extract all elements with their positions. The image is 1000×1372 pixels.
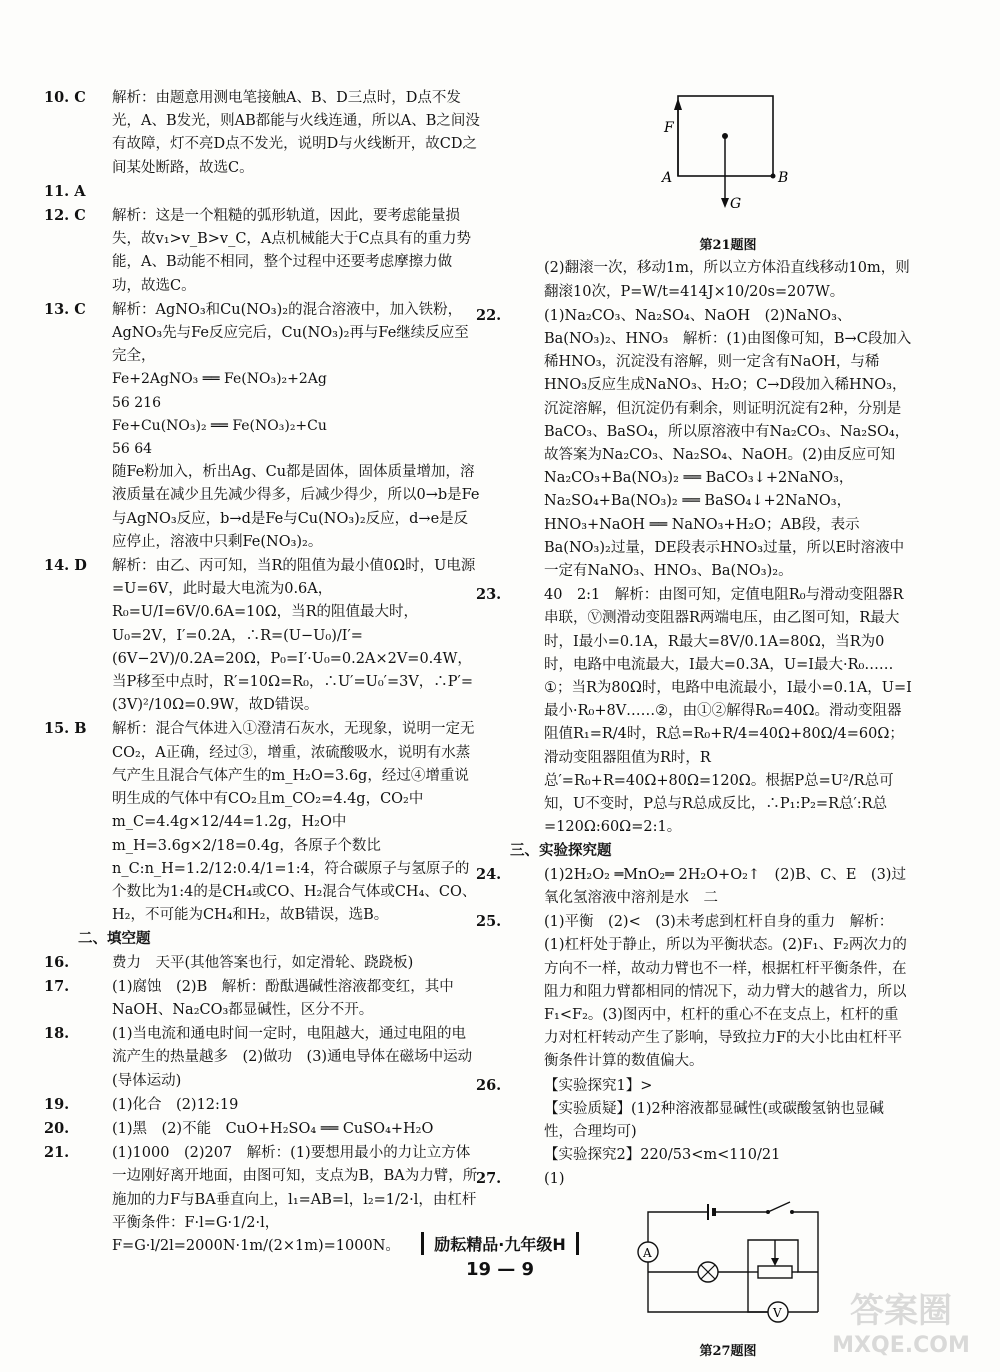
answer-item (476, 1167, 912, 1191)
label-b: B (778, 170, 789, 186)
page-number: 19 — 9 (465, 1259, 535, 1280)
answer-text: 解析：这是一个粗糙的弧形轨道，因此，要考虑能量损失，故v₁>v_B>v_C，A点机械能大于C点具有的重力势能，A、B动能不相同，整个过程中还要考虑摩擦力做功，故选C。 (112, 208, 472, 294)
switch-icon (768, 1202, 790, 1212)
answer-number: 10. C (44, 89, 86, 106)
answer-number: 13. C (44, 300, 86, 318)
answer-continuation: 【实验探究2】220/53<m<110/21 (544, 1147, 781, 1164)
equation-line: 56 64 (112, 441, 153, 458)
answer-number: 12. C (44, 207, 86, 225)
answer-text: (1)当电流和通电时间一定时，电阻越大，通过电阻的电流产生的热量越多 (2)做功 (3)通电导体在磁场中运动(导体运动) (112, 1026, 473, 1089)
ammeter-label: A (643, 1245, 652, 1260)
answer-text: 解析：混合气体进入①澄清石灰水，无现象，说明一定无CO₂，A正确，经过③，增重，浓硫酸吸水，说明有水蒸气产生且混合气体产生的m_H₂O=3.6g，经过④增重说明生成的气体中有CO₂且m_CO₂=4.4g，CO₂中m_C=4.4g×12/44=1.2g，H₂O中m_H=3.6g×2/18=0.4g，各原子个数比n_C:n_H=1.2/12:0.4/1=1:4，符合碳原子与氢原子的个数比为1:4的是CH₄或CO、H₂混合气体或CH₄、CO、H₂，不可能为CH₄和H₂，故B错误，选B。 (112, 721, 477, 924)
brand-label: 励耘精品·九年级H (421, 1232, 578, 1255)
equation-line: 56 216 (112, 394, 161, 411)
answer-item (44, 1117, 480, 1141)
answer-number: 19. (44, 1095, 70, 1113)
answer-text: (1)腐蚀 (2)B 解析：酚酞遇碱性溶液都变红，其中NaOH、Na₂CO₃都显碱性，区分不开。 (112, 978, 454, 1018)
answer-number: 17. (44, 977, 70, 995)
answer-item (476, 910, 912, 1073)
answer-text: (1)2H₂O₂ ═MnO₂═ 2H₂O+O₂↑ (2)B、C、E (3)过氧化氢溶液中溶剂是水 二 (544, 866, 906, 906)
answer-number: 20. (44, 1119, 70, 1137)
answer-number: 11. A (44, 182, 86, 200)
answer-item (476, 863, 912, 910)
answer-text: 【实验探究1】> (544, 1077, 653, 1094)
answer-number: 22. (476, 306, 502, 324)
answer-number: 27. (476, 1170, 502, 1188)
answer-number: 18. (44, 1025, 70, 1043)
answer-continuation: 随Fe粉加入，析出Ag、Cu都是固体，固体质量增加，溶液质量在减少且先减少得多，后减少得少，所以0→b是Fe与AgNO₃反应，b→d是Fe与Cu(NO₃)₂反应，d→e是反应停止，溶液中只剩Fe(NO₃)₂。 (112, 464, 480, 550)
answer-number: 14. D (44, 557, 87, 575)
force-arrowhead (674, 98, 682, 110)
answer-item (44, 554, 480, 717)
section-heading: 三、实验探究题 (510, 842, 612, 860)
answer-item (44, 86, 480, 180)
answer-text: 费力 天平(其他答案也行，如定滑轮、跷跷板) (112, 954, 414, 971)
label-g: G (730, 196, 742, 212)
answer-text: (1)Na₂CO₃、Na₂SO₄、NaOH (2)NaNO₃、Ba(NO₃)₂、HNO₃ 解析：(1)由图像可知，B→C段加入稀HNO₃，沉淀没有溶解，则一定含有NaOH，与稀HNO₃反应生成NaNO₃、H₂O；C→D段加入稀HNO₃，沉淀溶解，但沉淀仍有剩余，则证明沉淀有2种，分别是BaCO₃、BaSO₄，所以原溶液中有Na₂CO₃、Na₂SO₄，故答案为Na₂CO₃、Na₂SO₄、NaOH。(2)由反应可知Na₂CO₃+Ba(NO₃)₂ ══ BaCO₃↓+2NaNO₃，Na₂SO₄+Ba(NO₃)₂ ══ BaSO₄↓+2NaNO₃，HNO₃+NaOH ══ NaNO₃+H₂O；AB段，表示Ba(NO₃)₂过量，DE段表示HNO₃过量，所以E时溶液中一定有NaNO₃、HNO₃、Ba(NO₃)₂。 (544, 307, 912, 580)
answer-text: (1)化合 (2)12:19 (112, 1096, 239, 1113)
section-heading: 二、填空题 (78, 930, 151, 948)
answer-item (476, 1074, 912, 1098)
label-f: F (664, 120, 674, 136)
answer-text: 解析：由乙、丙可知，当R的阻值为最小值0Ω时，U电源=U=6V，此时最大电流为0.6A，R₀=U/I=6V/0.6A=10Ω，当R的阻值最大时，U₀=2V，I′=0.2A，∴R=(U−U₀)/I′=(6V−2V)/0.2A=20Ω，P₀=I′·U₀=0.2A×2V=0.4W，当P移至中点时，R′=10Ω=R₀，∴U′=U₀′=3V，∴P′=(3V)²/10Ω=0.9W，故D错误。 (112, 558, 476, 714)
figure-fig21 (544, 86, 912, 257)
page-footer (0, 1232, 1000, 1280)
answer-item (44, 1093, 480, 1117)
watermark-line2: MXQE.COM (832, 1333, 970, 1358)
answer-item (44, 975, 480, 1022)
watermark-line1: 答案圈 (850, 1291, 952, 1331)
answer-text: (1)平衡 (2)< (3)未考虑到杠杆自身的重力 解析：(1)杠杆处于静止，所以为平衡状态。(2)F₁、F₂两次力的方向不一样，故动力臂也不一样，根据杠杆平衡条件，在阻力和阻力臂都相同的情况下，动力臂大的越省力，所以F₁<F₂。(3)图丙中，杠杆的重心不在支点上，杠杆的重力对杠杆转动产生了影响，导致拉力F的大小比由杠杆平衡条件计算的数值偏大。 (544, 914, 907, 1070)
answer-item (44, 298, 480, 369)
answer-continuation: 【实验质疑】(1)2种溶液都显碱性(或碳酸氢钠也显碱性，合理均可) (544, 1100, 884, 1140)
answer-item (44, 1022, 480, 1093)
answer-item (44, 717, 480, 927)
answer-number: 15. B (44, 720, 87, 738)
equation-line: Fe+Cu(NO₃)₂ ══ Fe(NO₃)₂+Cu (112, 417, 327, 434)
answer-item (44, 951, 480, 975)
answer-item (476, 583, 912, 839)
answer-number: 25. (476, 913, 502, 931)
figure-caption: 第27题图 (699, 1343, 757, 1359)
answer-text: 解析：由题意用测电笔接触A、B、D三点时，D点不发光，A、B发光，则AB都能与火线连通，所以A、B之间没有故障，灯不亮D点不发光，说明D与火线断开，故CD之间某处断路，故选C。 (112, 90, 480, 176)
voltmeter-label: V (773, 1305, 782, 1320)
answer-item (44, 204, 480, 298)
answer-item (476, 304, 912, 583)
label-a: A (662, 170, 673, 186)
answer-text: (1)黑 (2)不能 CuO+H₂SO₄ ══ CuSO₄+H₂O (112, 1120, 434, 1137)
equation-line: Fe+2AgNO₃ ══ Fe(NO₃)₂+2Ag (112, 371, 327, 388)
left-column (44, 86, 480, 1258)
answer-number: 26. (476, 1076, 502, 1094)
watermark (816, 1282, 986, 1366)
answer-number: 24. (476, 865, 502, 883)
answer-item (44, 180, 480, 204)
watermark-logo-icon (816, 1282, 986, 1362)
answer-number: 23. (476, 586, 502, 604)
answer-text: 40 2:1 解析：由图可知，定值电阻R₀与滑动变阻器R串联，Ⓥ测滑动变阻器R两端电压，由乙图可知，R最大时，I最小=0.1A，R最大=8V/0.1A=80Ω，当R为0时，电路中电流最大，I最大=0.3A，U=I最大·R₀……①；当R为80Ω时，电路中电流最小，I最小=0.1A，U=I最小·R₀+8V……②，由①②解得R₀=40Ω。滑动变阻器阻值R₁=R/4时，R总=R₀+R/4=40Ω+80Ω/4=60Ω；滑动变阻器阻值为R时，R总′=R₀+R=40Ω+80Ω=120Ω。根据P总=U²/R总可知，U不变时，P总与R总成反比，∴P₁:P₂=R总′:R总=120Ω:60Ω=2:1。 (544, 587, 912, 836)
pivot-b (771, 174, 776, 179)
answer-number: 16. (44, 953, 70, 971)
answer-number: 21. (44, 1144, 70, 1162)
figure-caption: 第21题图 (699, 238, 757, 254)
cube-lever-figure (648, 86, 808, 226)
answer-continuation: (2)翻滚一次，移动1m，所以立方体沿直线移动10m，则翻滚10次，P=W/t=414J×10/20s=207W。 (544, 260, 910, 300)
answer-text: 解析：AgNO₃和Cu(NO₃)₂的混合溶液中，加入铁粉，AgNO₃先与Fe反应完后，Cu(NO₃)₂再与Fe继续反应至完全， (112, 301, 469, 365)
gravity-arrowhead (721, 198, 729, 208)
answer-text: (1)1000 (2)207 解析：(1)要想用最小的力让立方体一边刚好离开地面，由图可知，支点为B，BA为力臂，所施加的力F与BA垂直向上，l₁=AB=l，l₂=1/2·l，由杠杆平衡条件：F·l=G·1/2·l，F=G·l/2l=2000N·1m/(2×1m)=1000N。 (112, 1145, 478, 1254)
answer-text: (1) (544, 1171, 565, 1188)
